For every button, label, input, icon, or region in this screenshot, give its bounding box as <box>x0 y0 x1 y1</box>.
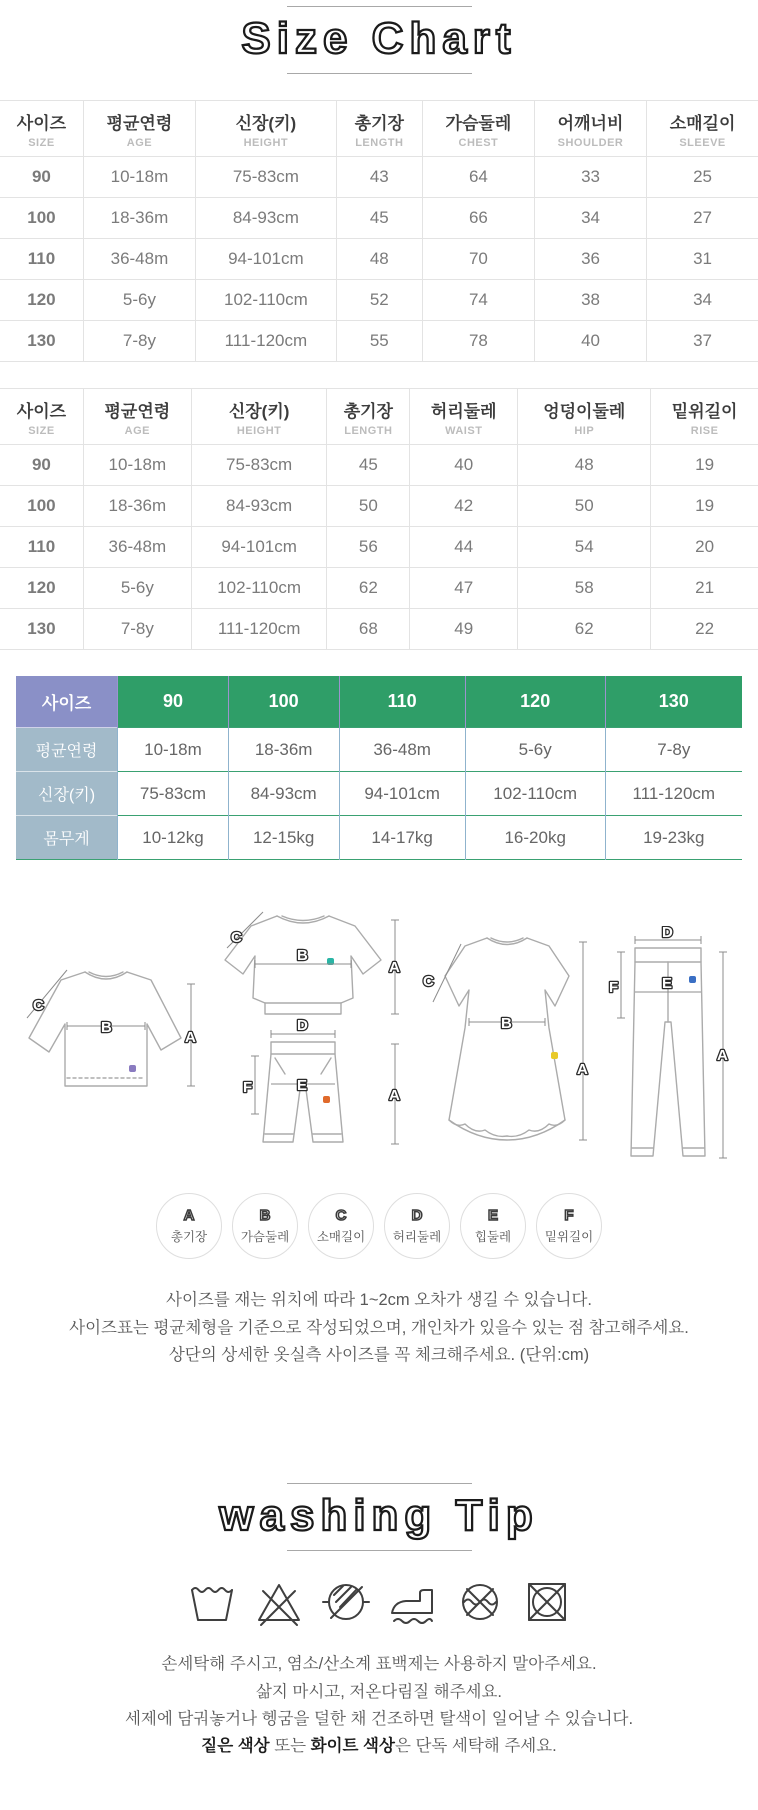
label-e: E <box>662 975 673 993</box>
col-length <box>327 389 410 445</box>
legend-label: 소매길이 <box>316 1230 366 1245</box>
value-cell: 102-110cm <box>195 280 336 321</box>
summary-header-row <box>16 676 742 728</box>
note-line <box>0 1287 758 1314</box>
size-summary-table <box>16 676 742 860</box>
washing-rule-bottom <box>287 1550 472 1551</box>
size-cell: 100 <box>0 198 83 239</box>
size-row-90 <box>0 445 758 486</box>
value-cell: 47 <box>410 568 518 609</box>
summary-value-cell: 16-20kg <box>465 816 605 860</box>
value-cell: 48 <box>336 239 422 280</box>
legend-label: 총기장 <box>170 1230 208 1245</box>
col-label-en: WAIST <box>445 425 483 438</box>
legend-letter: F <box>564 1207 574 1225</box>
value-cell: 52 <box>336 280 422 321</box>
title-rule-top <box>287 6 472 7</box>
value-cell: 36-48m <box>83 527 191 568</box>
value-cell: 56 <box>327 527 410 568</box>
value-cell: 62 <box>518 609 651 650</box>
summary-value-cell: 19-23kg <box>605 816 742 860</box>
note-line <box>0 1733 758 1760</box>
dress-diagram <box>415 924 597 1168</box>
col-length <box>336 101 422 157</box>
col-label-ko: 신장(키) <box>235 114 297 134</box>
do-not-tumble-dry-icon <box>520 1575 574 1629</box>
iron-low-temperature-icon <box>386 1575 440 1629</box>
legend-letter: C <box>335 1207 347 1225</box>
col-sleeve <box>647 101 758 157</box>
value-cell: 45 <box>336 198 422 239</box>
value-cell: 75-83cm <box>191 445 327 486</box>
col-height <box>195 101 336 157</box>
summary-value-cell: 18-36m <box>228 728 339 772</box>
note-text: 사이즈를 재는 위치에 따라 1~2cm 오차가 생길 수 있습니다. <box>166 1291 592 1310</box>
legend-letter: A <box>183 1207 195 1225</box>
do-not-bleach-icon <box>252 1575 306 1629</box>
care-icons-row <box>0 1575 758 1629</box>
legend-item-f <box>536 1193 602 1259</box>
col-size <box>0 101 83 157</box>
summary-row-label: 평균연령 <box>16 728 118 772</box>
note-text: 삶지 마시고, 저온다림질 해주세요. <box>255 1682 503 1701</box>
value-cell: 58 <box>518 568 651 609</box>
legend-item-b <box>232 1193 298 1259</box>
note-text-bold: 화이트 색상 <box>310 1737 395 1756</box>
legend-label: 밑위길이 <box>544 1230 594 1245</box>
value-cell: 94-101cm <box>191 527 327 568</box>
note-text: 사이즈표는 평균체형을 기준으로 작성되었으며, 개인차가 있을수 있는 점 참고해주세요. <box>69 1318 689 1337</box>
size-row-110 <box>0 527 758 568</box>
summary-value-cell: 10-18m <box>118 728 229 772</box>
label-a: A <box>717 1047 728 1065</box>
value-cell: 21 <box>651 568 758 609</box>
value-cell: 78 <box>422 321 534 362</box>
note-text: 은 단독 세탁해 주세요. <box>394 1737 557 1756</box>
label-a: A <box>185 1029 196 1047</box>
label-d: D <box>297 1017 308 1035</box>
legend-label: 허리둘레 <box>392 1230 442 1245</box>
label-d: D <box>662 926 673 942</box>
value-cell: 27 <box>647 198 758 239</box>
col-label-en: CHEST <box>458 137 499 150</box>
tee-diagram <box>21 954 199 1112</box>
size-row-120 <box>0 280 758 321</box>
value-cell: 25 <box>647 157 758 198</box>
col-label-en: LENGTH <box>355 137 404 150</box>
value-cell: 102-110cm <box>191 568 327 609</box>
note-text: 손세탁해 주시고, 염소/산소계 표백제는 사용하지 말아주세요. <box>161 1655 597 1674</box>
value-cell: 62 <box>327 568 410 609</box>
summary-corner-cell: 사이즈 <box>16 676 118 728</box>
col-label-ko: 평균연령 <box>106 114 173 134</box>
label-c: C <box>33 997 44 1015</box>
value-cell: 36 <box>534 239 646 280</box>
size-chart-title-block <box>0 0 758 74</box>
col-age <box>83 389 191 445</box>
leggings-drawing-icon <box>605 926 737 1172</box>
value-cell: 37 <box>647 321 758 362</box>
col-label-en: HIP <box>574 425 595 438</box>
header-row <box>0 389 758 445</box>
size-notes <box>0 1287 758 1369</box>
label-f: F <box>609 979 619 997</box>
summary-value-cell: 94-101cm <box>339 772 465 816</box>
size-row-130 <box>0 609 758 650</box>
tee-drawing-icon <box>21 954 199 1112</box>
sweatsuit-drawing-icon <box>207 902 407 1170</box>
value-cell: 40 <box>410 445 518 486</box>
col-label-ko: 총기장 <box>343 402 393 422</box>
col-label-en: AGE <box>124 425 151 438</box>
size-row-100 <box>0 486 758 527</box>
legend-item-d <box>384 1193 450 1259</box>
size-row-90 <box>0 157 758 198</box>
header-row <box>0 101 758 157</box>
label-a: A <box>577 1061 588 1079</box>
col-label-en: HEIGHT <box>243 137 289 150</box>
value-cell: 94-101cm <box>195 239 336 280</box>
value-cell: 7-8y <box>83 321 195 362</box>
value-cell: 20 <box>651 527 758 568</box>
label-b: B <box>101 1019 112 1037</box>
washing-rule-top <box>287 1483 472 1484</box>
title-rule-bottom <box>287 73 472 74</box>
col-label-ko: 소매길이 <box>669 114 736 134</box>
do-not-wring-icon <box>453 1575 507 1629</box>
sweatsuit-diagram <box>207 902 407 1170</box>
col-label-ko: 허리둘레 <box>430 402 497 422</box>
summary-col-130: 130 <box>605 676 742 728</box>
value-cell: 84-93cm <box>191 486 327 527</box>
summary-value-cell: 12-15kg <box>228 816 339 860</box>
label-f: F <box>243 1079 253 1097</box>
col-label-en: SHOULDER <box>557 137 624 150</box>
col-label-ko: 평균연령 <box>104 402 171 422</box>
summary-value-cell: 7-8y <box>605 728 742 772</box>
value-cell: 22 <box>651 609 758 650</box>
note-text: 세제에 담궈놓거나 헹굼을 덜한 채 건조하면 탈색이 일어날 수 있습니다. <box>124 1709 634 1728</box>
value-cell: 5-6y <box>83 568 191 609</box>
col-size <box>0 389 83 445</box>
col-label-en: SIZE <box>28 425 55 438</box>
label-c: C <box>423 973 434 991</box>
washing-tip-section <box>0 1477 758 1760</box>
value-cell: 34 <box>647 280 758 321</box>
legend-item-e <box>460 1193 526 1259</box>
size-cell: 90 <box>0 445 83 486</box>
washing-notes <box>0 1651 758 1760</box>
summary-col-120: 120 <box>465 676 605 728</box>
legend-item-a <box>156 1193 222 1259</box>
size-cell: 120 <box>0 568 83 609</box>
size-cell: 130 <box>0 609 83 650</box>
summary-row <box>16 772 742 816</box>
value-cell: 18-36m <box>83 198 195 239</box>
label-b: B <box>297 947 308 965</box>
summary-value-cell: 111-120cm <box>605 772 742 816</box>
note-text: 상단의 상세한 옷실측 사이즈를 꼭 체크해주세요. (단위:cm) <box>168 1345 590 1364</box>
col-label-en: HEIGHT <box>236 425 282 438</box>
col-label-ko: 총기장 <box>354 114 404 134</box>
col-label-en: SIZE <box>28 137 55 150</box>
legend-letter: B <box>259 1207 271 1225</box>
measurement-legend <box>0 1193 758 1259</box>
summary-value-cell: 14-17kg <box>339 816 465 860</box>
value-cell: 64 <box>422 157 534 198</box>
size-cell: 110 <box>0 527 83 568</box>
col-hip <box>518 389 651 445</box>
label-c: C <box>231 929 242 947</box>
summary-row <box>16 728 742 772</box>
value-cell: 5-6y <box>83 280 195 321</box>
summary-value-cell: 10-12kg <box>118 816 229 860</box>
value-cell: 18-36m <box>83 486 191 527</box>
label-a-pants: A <box>389 1087 400 1105</box>
col-rise <box>651 389 758 445</box>
col-label-en: AGE <box>126 137 153 150</box>
col-shoulder <box>534 101 646 157</box>
size-table-bottoms <box>0 388 758 650</box>
col-label-ko: 사이즈 <box>16 402 67 422</box>
value-cell: 19 <box>651 486 758 527</box>
summary-row-label: 신장(키) <box>16 772 118 816</box>
col-height <box>191 389 327 445</box>
label-e: E <box>297 1077 308 1095</box>
do-not-dry-clean-icon <box>319 1575 373 1629</box>
washing-title-block <box>0 1477 758 1551</box>
leggings-diagram <box>605 926 737 1172</box>
summary-row-label: 몸무게 <box>16 816 118 860</box>
col-waist <box>410 389 518 445</box>
value-cell: 74 <box>422 280 534 321</box>
legend-label: 힙둘레 <box>474 1230 512 1245</box>
value-cell: 10-18m <box>83 445 191 486</box>
value-cell: 48 <box>518 445 651 486</box>
dress-drawing-icon <box>415 924 597 1168</box>
value-cell: 42 <box>410 486 518 527</box>
label-b: B <box>501 1015 512 1033</box>
summary-col-90: 90 <box>118 676 229 728</box>
note-line <box>0 1706 758 1733</box>
value-cell: 44 <box>410 527 518 568</box>
value-cell: 68 <box>327 609 410 650</box>
col-chest <box>422 101 534 157</box>
note-text: 또는 <box>269 1737 311 1756</box>
hand-wash-icon <box>185 1575 239 1629</box>
value-cell: 84-93cm <box>195 198 336 239</box>
col-label-ko: 밑위길이 <box>671 402 738 422</box>
value-cell: 54 <box>518 527 651 568</box>
value-cell: 70 <box>422 239 534 280</box>
summary-col-100: 100 <box>228 676 339 728</box>
value-cell: 49 <box>410 609 518 650</box>
summary-value-cell: 36-48m <box>339 728 465 772</box>
value-cell: 75-83cm <box>195 157 336 198</box>
value-cell: 55 <box>336 321 422 362</box>
summary-row <box>16 816 742 860</box>
legend-letter: E <box>487 1207 498 1225</box>
summary-value-cell: 5-6y <box>465 728 605 772</box>
value-cell: 40 <box>534 321 646 362</box>
size-cell: 120 <box>0 280 83 321</box>
size-cell: 130 <box>0 321 83 362</box>
measurement-diagrams <box>0 902 758 1177</box>
label-a: A <box>389 959 400 977</box>
note-line <box>0 1679 758 1706</box>
size-cell: 100 <box>0 486 83 527</box>
legend-label: 가슴둘레 <box>240 1230 290 1245</box>
legend-letter: D <box>411 1207 423 1225</box>
value-cell: 66 <box>422 198 534 239</box>
size-cell: 90 <box>0 157 83 198</box>
note-text-bold: 짙은 색상 <box>201 1737 270 1756</box>
col-label-ko: 어깨너비 <box>557 114 624 134</box>
value-cell: 45 <box>327 445 410 486</box>
value-cell: 36-48m <box>83 239 195 280</box>
size-row-100 <box>0 198 758 239</box>
value-cell: 34 <box>534 198 646 239</box>
summary-value-cell: 102-110cm <box>465 772 605 816</box>
note-line <box>0 1315 758 1342</box>
summary-value-cell: 75-83cm <box>118 772 229 816</box>
size-table-tops <box>0 100 758 362</box>
col-age <box>83 101 195 157</box>
size-chart-title: Size Chart <box>241 14 517 63</box>
value-cell: 43 <box>336 157 422 198</box>
value-cell: 33 <box>534 157 646 198</box>
value-cell: 111-120cm <box>191 609 327 650</box>
legend-item-c <box>308 1193 374 1259</box>
value-cell: 19 <box>651 445 758 486</box>
summary-value-cell: 84-93cm <box>228 772 339 816</box>
value-cell: 7-8y <box>83 609 191 650</box>
value-cell: 38 <box>534 280 646 321</box>
col-label-ko: 신장(키) <box>228 402 290 422</box>
washing-tip-title: washing Tip <box>219 1491 539 1541</box>
col-label-en: LENGTH <box>344 425 393 438</box>
summary-col-110: 110 <box>339 676 465 728</box>
size-row-130 <box>0 321 758 362</box>
col-label-en: RISE <box>690 425 719 438</box>
note-line <box>0 1342 758 1369</box>
value-cell: 10-18m <box>83 157 195 198</box>
value-cell: 50 <box>327 486 410 527</box>
size-row-110 <box>0 239 758 280</box>
note-line <box>0 1651 758 1678</box>
col-label-ko: 사이즈 <box>16 114 67 134</box>
size-cell: 110 <box>0 239 83 280</box>
col-label-ko: 엉덩이둘레 <box>543 402 626 422</box>
col-label-en: SLEEVE <box>679 137 726 150</box>
value-cell: 111-120cm <box>195 321 336 362</box>
value-cell: 50 <box>518 486 651 527</box>
value-cell: 31 <box>647 239 758 280</box>
col-label-ko: 가슴둘레 <box>445 114 512 134</box>
size-row-120 <box>0 568 758 609</box>
